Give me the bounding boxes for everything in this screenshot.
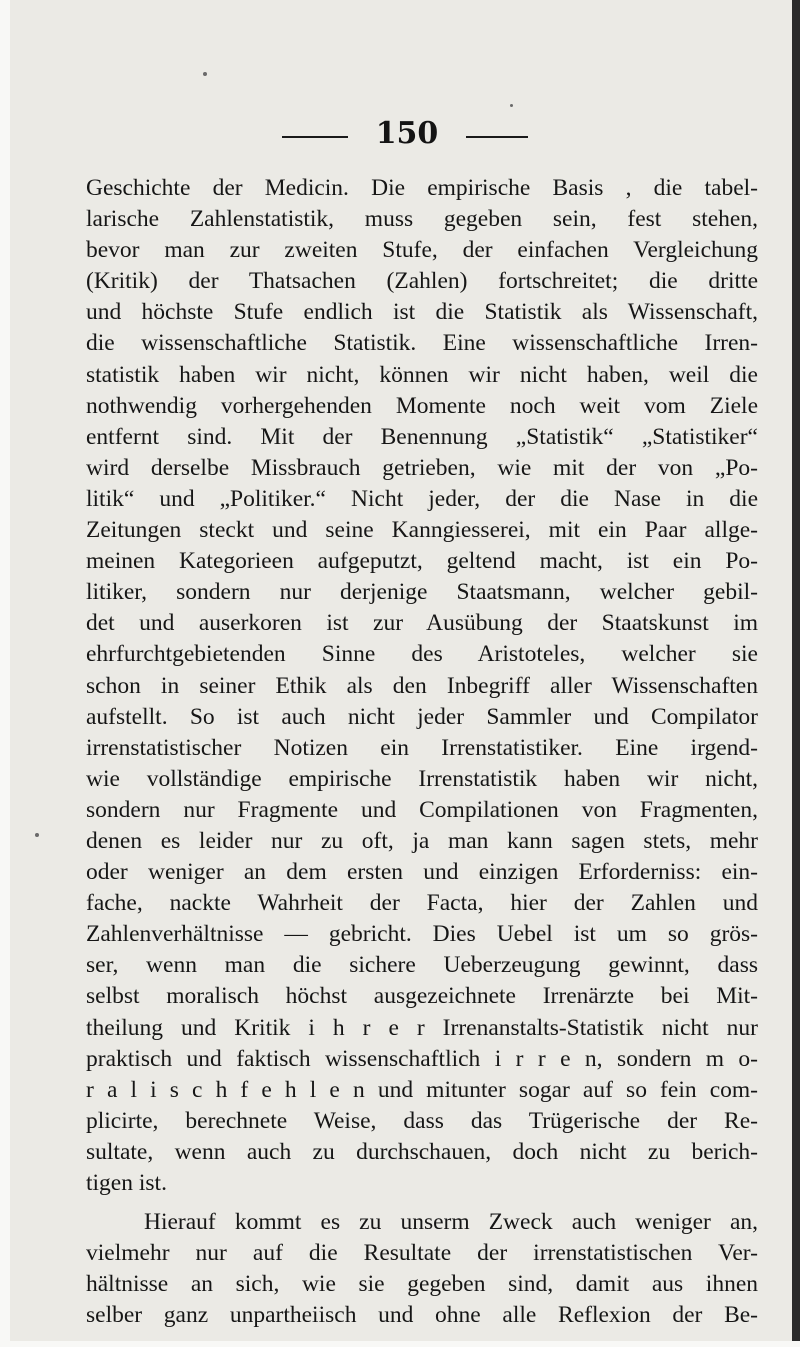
text-line: meinen Kategorieen aufgeputzt, geltend macht, ist ein Po- <box>86 548 758 575</box>
text-line: larische Zahlenstatistik, muss gegeben sein, fest stehen, <box>86 206 758 233</box>
text-line: vielmehr nur auf die Resultate der irrenstatistischen Ver- <box>86 1240 758 1267</box>
text-line: fache, nackte Wahrheit der Facta, hier der Zahlen und <box>86 890 758 917</box>
page-gutter-shadow <box>792 0 800 1347</box>
text-line: theilung und Kritik i h r e r Irrenanstalts-Statistik nicht nur <box>86 1014 758 1041</box>
text-line: schon in seiner Ethik als den Inbegriff aller Wissenschaften <box>86 672 758 699</box>
paragraph-gap <box>86 1199 758 1207</box>
text-line: r a l i s c h f e h l e n und mitunter sogar auf so fein com- <box>86 1076 758 1103</box>
text-line: hältnisse an sich, wie sie gegeben sind, damit aus ihnen <box>86 1271 758 1298</box>
text-line: bevor man zur zweiten Stufe, der einfachen Vergleichung <box>86 237 758 264</box>
text-line: irrenstatistischer Notizen ein Irrenstatistiker. Eine irgend- <box>86 734 758 761</box>
text-line: sondern nur Fragmente und Compilationen von Fragmenten, <box>86 796 758 823</box>
text-line: plicirte, berechnete Weise, dass das Trügerische der Re- <box>86 1107 758 1134</box>
paper-speck <box>203 72 207 76</box>
text-line: praktisch und faktisch wissenschaftlich i r r e n, sondern m o- <box>86 1045 758 1072</box>
text-line: wird derselbe Missbrauch getrieben, wie mit der von „Po- <box>86 454 758 481</box>
header-rule-left <box>282 136 348 138</box>
page-number: 150 <box>375 116 439 151</box>
text-line: Hierauf kommt es zu unserm Zweck auch weniger an, <box>144 1209 758 1236</box>
page-bottom-margin <box>0 1341 800 1347</box>
text-line: nothwendig vorhergehenden Momente noch weit vom Ziele <box>86 392 758 419</box>
text-line: det und auserkoren ist zur Ausübung der Staatskunst im <box>86 610 758 637</box>
text-line: selbst moralisch höchst ausgezeichnete Irrenärzte bei Mit- <box>86 983 758 1010</box>
paper-speck <box>510 104 513 107</box>
text-line: ehrfurchtgebietenden Sinne des Aristoteles, welcher sie <box>86 641 758 668</box>
text-line: tigen ist. <box>86 1170 167 1196</box>
header-rule-right <box>466 136 528 138</box>
text-line: und höchste Stufe endlich ist die Statistik als Wissenschaft, <box>86 299 758 326</box>
body-text <box>86 173 758 1331</box>
text-line: entfernt sind. Mit der Benennung „Statistik“ „Statistiker“ <box>86 423 758 450</box>
page-left-margin <box>0 0 10 1347</box>
text-line: ser, wenn man die sichere Ueberzeugung gewinnt, dass <box>86 952 758 979</box>
page-header <box>0 112 800 156</box>
text-line: aufstellt. So ist auch nicht jeder Sammler und Compilator <box>86 703 758 730</box>
text-line: denen es leider nur zu oft, ja man kann sagen stets, mehr <box>86 827 758 854</box>
text-line: sultate, wenn auch zu durchschauen, doch nicht zu berich- <box>86 1138 758 1165</box>
text-line: die wissenschaftliche Statistik. Eine wissenschaftliche Irren- <box>86 330 758 357</box>
text-line: oder weniger an dem ersten und einzigen Erforderniss: ein- <box>86 859 758 886</box>
text-line: (Kritik) der Thatsachen (Zahlen) fortschreitet; die dritte <box>86 268 758 295</box>
text-line: litik“ und „Politiker.“ Nicht jeder, der die Nase in die <box>86 485 758 512</box>
text-line: statistik haben wir nicht, können wir nicht haben, weil die <box>86 361 758 388</box>
text-line: wie vollständige empirische Irrenstatistik haben wir nicht, <box>86 765 758 792</box>
text-line: Geschichte der Medicin. Die empirische Basis , die tabel- <box>86 175 758 201</box>
text-line: selber ganz unpartheiisch und ohne alle Reflexion der Be- <box>86 1302 758 1329</box>
paper-speck <box>35 833 39 837</box>
text-line: Zeitungen steckt und seine Kanngiesserei, mit ein Paar allge- <box>86 517 758 544</box>
text-line: litiker, sondern nur derjenige Staatsmann, welcher gebil- <box>86 579 758 606</box>
text-line: Zahlenverhältnisse — gebricht. Dies Uebel ist um so grös- <box>86 921 758 948</box>
